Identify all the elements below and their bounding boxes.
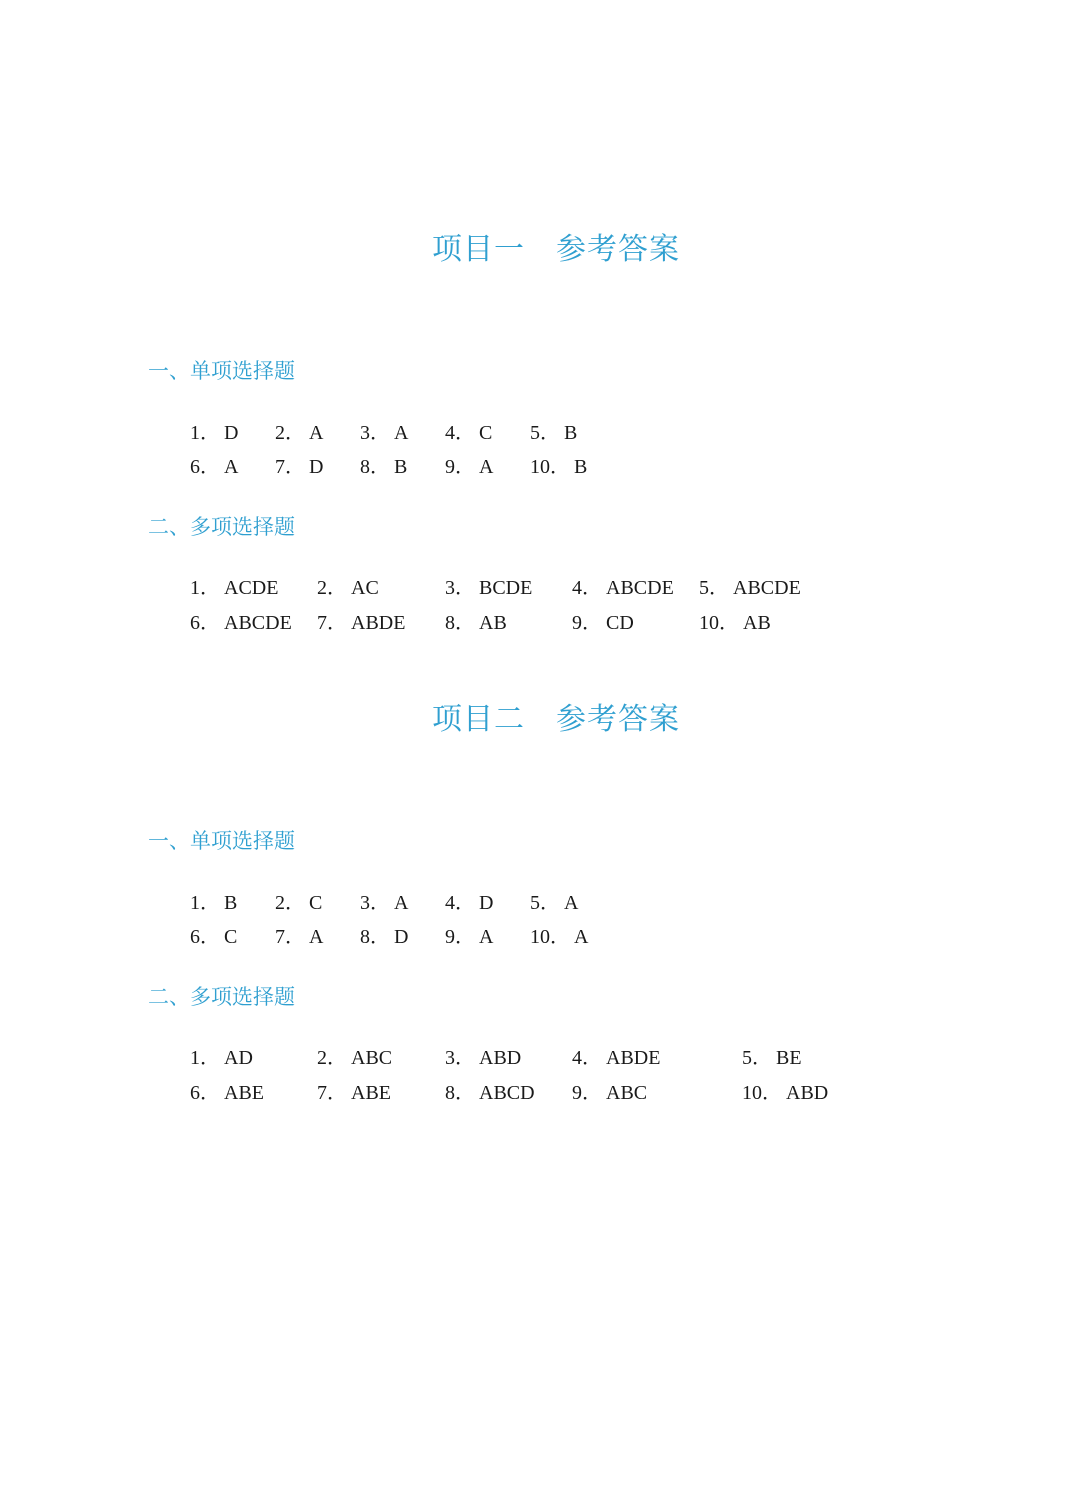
answer-item (572, 1046, 660, 1070)
answer-number: 9． (445, 926, 475, 948)
answer-item (317, 1046, 392, 1070)
answer-number: 1． (190, 892, 220, 914)
answer-value: A (224, 456, 239, 478)
answer-item (572, 1081, 647, 1105)
answer-value: A (394, 422, 409, 444)
answer-number: 5． (530, 422, 560, 444)
answer-item (190, 611, 292, 635)
answer-item (360, 421, 408, 445)
answer-number: 3． (445, 1047, 475, 1069)
answer-item (360, 925, 408, 949)
answer-item (190, 1081, 264, 1105)
answer-value: ABCDE (224, 612, 292, 634)
answer-item (317, 611, 405, 635)
answer-number: 2． (275, 892, 305, 914)
answer-value: B (224, 892, 238, 914)
answer-number: 4． (572, 577, 602, 599)
answer-number: 2． (317, 577, 347, 599)
answer-number: 8． (445, 612, 475, 634)
answer-number: 6． (190, 456, 220, 478)
answer-item (190, 925, 237, 949)
answer-item (445, 925, 493, 949)
answer-item (530, 455, 587, 479)
answer-value: ABDE (351, 612, 406, 634)
answer-number: 2． (317, 1047, 347, 1069)
answer-item (530, 891, 578, 915)
project-1-title: 项目一 参考答案 (432, 232, 680, 267)
answer-number: 9． (445, 456, 475, 478)
answer-number: 9． (572, 1082, 602, 1104)
answer-number: 5． (530, 892, 560, 914)
answer-item (572, 611, 634, 635)
answer-value: A (574, 926, 589, 948)
answer-value: A (394, 892, 409, 914)
answer-number: 5． (742, 1047, 772, 1069)
answer-value: ABCDE (606, 577, 674, 599)
answer-value: D (479, 892, 494, 914)
answer-number: 4． (445, 422, 475, 444)
answer-number: 10． (530, 926, 570, 948)
answer-value: C (309, 892, 323, 914)
answer-number: 4． (572, 1047, 602, 1069)
answer-value: A (479, 456, 494, 478)
answer-value: ABE (224, 1082, 264, 1104)
answer-item (530, 925, 588, 949)
answer-item (190, 455, 238, 479)
answer-item (275, 891, 322, 915)
answer-item (445, 1046, 521, 1070)
answer-value: AD (224, 1047, 253, 1069)
answer-value: D (224, 422, 239, 444)
answer-number: 7． (275, 926, 305, 948)
answer-value: BCDE (479, 577, 533, 599)
answer-number: 1． (190, 1047, 220, 1069)
answer-item (360, 455, 407, 479)
answer-item (317, 576, 379, 600)
answer-item (742, 1081, 828, 1105)
answer-item (275, 455, 323, 479)
answer-value: D (394, 926, 409, 948)
answer-number: 8． (360, 926, 390, 948)
answer-item (742, 1046, 802, 1070)
answer-item (699, 576, 801, 600)
answer-value: ABCDE (733, 577, 801, 599)
answer-number: 6． (190, 1082, 220, 1104)
answer-value: A (564, 892, 579, 914)
answer-value: ABDE (606, 1047, 661, 1069)
answer-item (190, 891, 237, 915)
answer-number: 8． (445, 1082, 475, 1104)
answer-value: C (224, 926, 238, 948)
answer-value: AB (479, 612, 507, 634)
answer-value: ABC (606, 1082, 648, 1104)
answer-item (445, 421, 492, 445)
answer-item (360, 891, 408, 915)
project-1-multiple-choice-heading: 二、多项选择题 (148, 515, 295, 539)
answer-value: AB (743, 612, 771, 634)
answer-item (445, 576, 532, 600)
answer-number: 10． (699, 612, 739, 634)
answer-value: B (574, 456, 588, 478)
answer-item (699, 611, 771, 635)
answer-value: ABC (351, 1047, 393, 1069)
answer-item (317, 1081, 391, 1105)
answer-number: 2． (275, 422, 305, 444)
answer-item (445, 1081, 535, 1105)
project-2-multiple-choice-heading: 二、多项选择题 (148, 985, 295, 1009)
answer-number: 6． (190, 926, 220, 948)
answer-number: 7． (317, 1082, 347, 1104)
answer-item (275, 925, 323, 949)
project-2-single-choice-heading: 一、单项选择题 (148, 829, 295, 853)
answer-number: 7． (275, 456, 305, 478)
answer-item (572, 576, 674, 600)
answer-number: 1． (190, 422, 220, 444)
answer-number: 3． (360, 892, 390, 914)
answer-number: 8． (360, 456, 390, 478)
answer-value: BE (776, 1047, 802, 1069)
answer-value: ABD (479, 1047, 522, 1069)
answer-value: A (479, 926, 494, 948)
answer-item (190, 1046, 253, 1070)
answer-number: 10． (742, 1082, 782, 1104)
answer-value: A (309, 926, 324, 948)
answer-number: 6． (190, 612, 220, 634)
answer-value: D (309, 456, 324, 478)
answer-item (190, 576, 278, 600)
answer-value: A (309, 422, 324, 444)
answer-item (530, 421, 577, 445)
project-2-title: 项目二 参考答案 (432, 702, 680, 737)
answer-value: B (394, 456, 408, 478)
answer-item (275, 421, 323, 445)
answer-number: 9． (572, 612, 602, 634)
answer-number: 3． (360, 422, 390, 444)
answer-value: ABCD (479, 1082, 535, 1104)
answer-number: 7． (317, 612, 347, 634)
answer-item (445, 891, 493, 915)
answer-number: 1． (190, 577, 220, 599)
answer-number: 5． (699, 577, 729, 599)
answer-item (190, 421, 238, 445)
answer-value: B (564, 422, 578, 444)
answer-value: ACDE (224, 577, 279, 599)
answer-value: C (479, 422, 493, 444)
answer-value: CD (606, 612, 634, 634)
answer-value: ABE (351, 1082, 391, 1104)
answer-number: 4． (445, 892, 475, 914)
answer-item (445, 611, 507, 635)
answer-value: ABD (786, 1082, 829, 1104)
answer-number: 10． (530, 456, 570, 478)
answer-number: 3． (445, 577, 475, 599)
answer-value: AC (351, 577, 379, 599)
answer-item (445, 455, 493, 479)
project-1-single-choice-heading: 一、单项选择题 (148, 359, 295, 383)
